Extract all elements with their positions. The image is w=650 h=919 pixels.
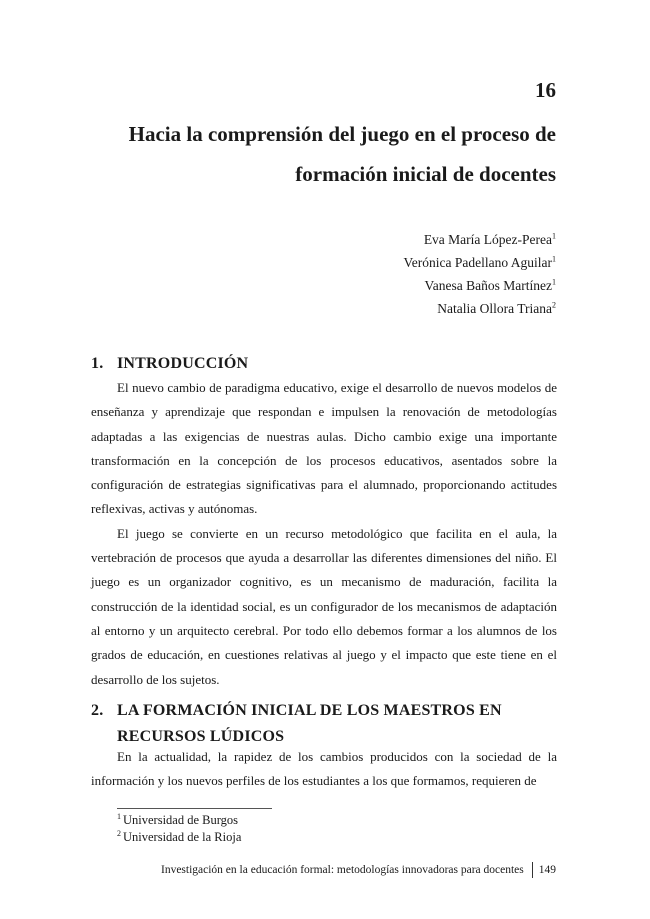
section-number: 2. (91, 702, 104, 719)
page-number: 149 (538, 864, 556, 876)
footnote-divider (117, 808, 272, 809)
author-list (404, 228, 556, 320)
author-entry (404, 251, 556, 274)
author-name: Vanesa Baños Martínez (424, 278, 552, 293)
affiliation-mark: 2 (552, 300, 556, 310)
footnote-text: Universidad de Burgos (123, 813, 239, 827)
footnote-text: Universidad de la Rioja (123, 830, 242, 844)
author-name: Natalia Ollora Triana (437, 301, 552, 316)
running-footer (161, 862, 556, 878)
footnote (117, 829, 241, 846)
author-name: Eva María López-Perea (423, 232, 552, 247)
author-entry (404, 297, 556, 320)
footer-separator (532, 862, 533, 878)
footnote (117, 812, 241, 829)
section-heading-formacion-inicial (91, 698, 502, 750)
footnote-mark: 1 (117, 811, 121, 821)
affiliation-mark: 1 (552, 254, 556, 264)
section-title-line1: LA FORMACIÓN INICIAL DE LOS MAESTROS EN (117, 702, 502, 719)
book-title: Investigación en la educación formal: metodologías innovadoras para docentes (160, 864, 524, 876)
section-title-line2: RECURSOS LÚDICOS (117, 728, 285, 745)
chapter-number: 16 (535, 78, 556, 102)
author-entry (404, 228, 556, 251)
paragraph: El nuevo cambio de paradigma educativo, exige el desarrollo de nuevos modelos de enseñanza y aprendizaje que respondan e impulsen la renovación de metodologías adaptadas a las exigencias de nuestras aulas. Dicho cambio exige una importante transformación en la concepción de los procesos educativos, asentados sobre la configuración de estrategias significativas para el alumnado, proporcionando actitudes reflexivas, activas y autónomas. (91, 380, 557, 517)
paragraph: El juego se convierte en un recurso metodológico que facilita en el aula, la vertebración de procesos que ayuda a desarrollar las diferentes dimensiones del niño. El juego es un organizador cognitivo, es un mecanismo de maduración, facilita la construcción de la identidad social, es un configurador de los mecanismos de adaptación al entorno y un arquitecto cerebral. Por todo ello debemos formar a los alumnos de los grados de educación, en cuestiones relativas al juego y el impacto que este tiene en el desarrollo de los sujetos. (91, 525, 557, 687)
chapter-title: Hacia la comprensión del juego en el proceso de formación inicial de docentes (128, 122, 556, 186)
section-body-introduccion (91, 376, 557, 692)
footnotes (117, 812, 241, 846)
paragraph: En la actualidad, la rapidez de los cambios producidos con la sociedad de la información y los nuevos perfiles de los estudiantes a los que formamos, requieren de (91, 749, 557, 789)
affiliation-mark: 1 (552, 277, 556, 287)
section-body-formacion-inicial (91, 745, 557, 794)
section-heading-introduccion (91, 355, 248, 373)
author-name: Verónica Padellano Aguilar (403, 255, 552, 270)
author-entry (404, 274, 556, 297)
affiliation-mark: 1 (552, 231, 556, 241)
section-number: 1. (91, 355, 104, 372)
footnote-mark: 2 (117, 828, 121, 838)
section-title: INTRODUCCIÓN (117, 355, 249, 372)
